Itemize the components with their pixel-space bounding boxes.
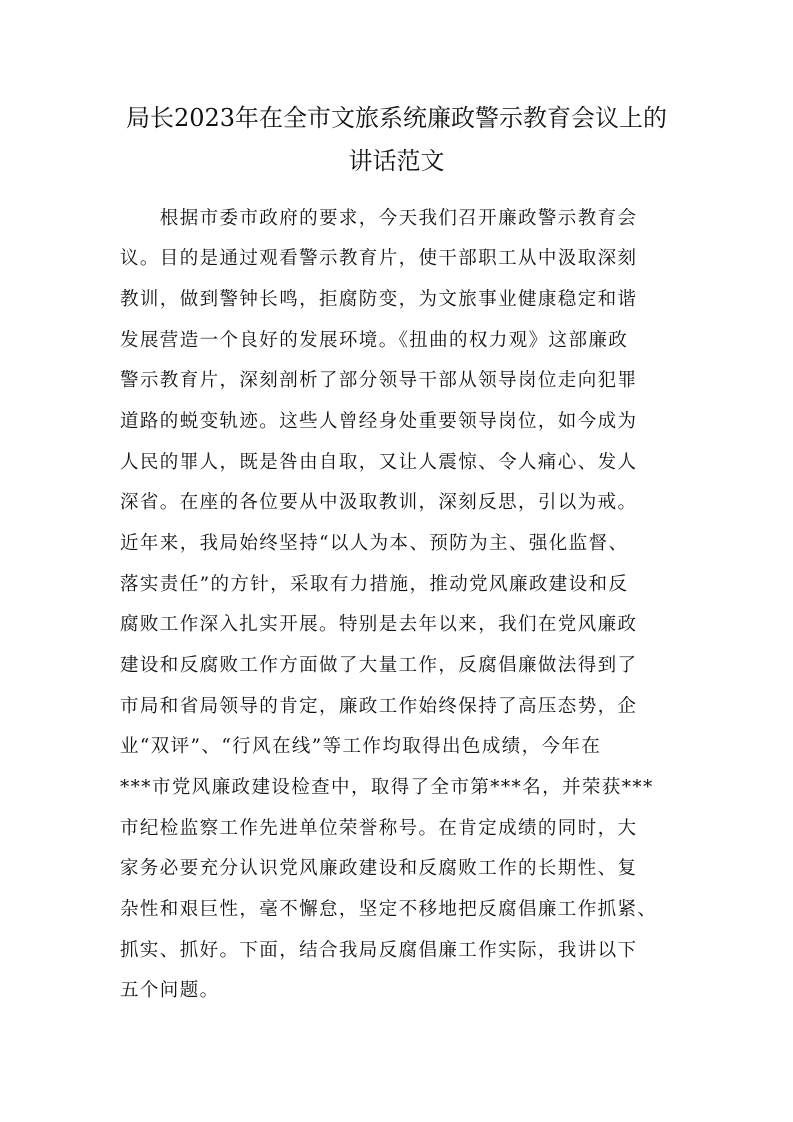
body-line: 腐败工作深入扎实开展。特别是去年以来，我们在党风廉政	[120, 614, 638, 635]
body-line: 发展营造一个良好的发展环境。《扭曲的权力观》这部廉政	[120, 330, 629, 351]
body-line: 五个问题。	[120, 980, 220, 1001]
body-line: 议。目的是通过观看警示教育片，使干部职工从中汲取深刻	[120, 248, 638, 269]
body-line: 业“双评”、“行风在线”等工作均取得出色成绩，今年在	[120, 736, 602, 757]
body-line: 道路的蜕变轨迹。这些人曾经身处重要领导岗位，如今成为	[120, 411, 638, 432]
document-title-line-2: 讲话范文	[348, 147, 445, 175]
body-line: 家务必要充分认识党风廉政建设和反腐败工作的长期性、复	[120, 858, 638, 879]
body-line: 教训，做到警钟长鸣，拒腐防变，为文旅事业健康稳定和谐	[120, 289, 638, 310]
body-line: 杂性和艰巨性，毫不懈怠，坚定不移地把反腐倡廉工作抓紧、	[120, 899, 658, 920]
document-title-line-1: 局长2023年在全市文旅系统廉政警示教育会议上的	[125, 104, 668, 132]
body-line: ***市党风廉政建设检查中，取得了全市第***名，并荣获***	[120, 777, 654, 798]
body-line: 抓实、抓好。下面，结合我局反腐倡廉工作实际，我讲以下	[120, 940, 638, 961]
body-line: 根据市委市政府的要求，今天我们召开廉政警示教育会	[120, 208, 638, 229]
body-line: 警示教育片，深刻剖析了部分领导干部从领导岗位走向犯罪	[120, 370, 638, 391]
body-line: 市局和省局领导的肯定，廉政工作始终保持了高压态势，企	[120, 696, 638, 717]
body-line: 近年来，我局始终坚持“以人为本、预防为主、强化监督、	[120, 533, 629, 554]
body-line: 落实责任”的方针，采取有力措施，推动党风廉政建设和反	[120, 574, 629, 595]
body-line: 建设和反腐败工作方面做了大量工作，反腐倡廉做法得到了	[120, 655, 638, 676]
body-line: 人民的罪人，既是咎由自取，又让人震惊、令人痛心、发人	[120, 452, 638, 473]
body-line: 市纪检监察工作先进单位荣誉称号。在肯定成绩的同时，大	[120, 818, 638, 839]
body-line: 深省。在座的各位要从中汲取教训，深刻反思，引以为戒。	[120, 492, 638, 513]
